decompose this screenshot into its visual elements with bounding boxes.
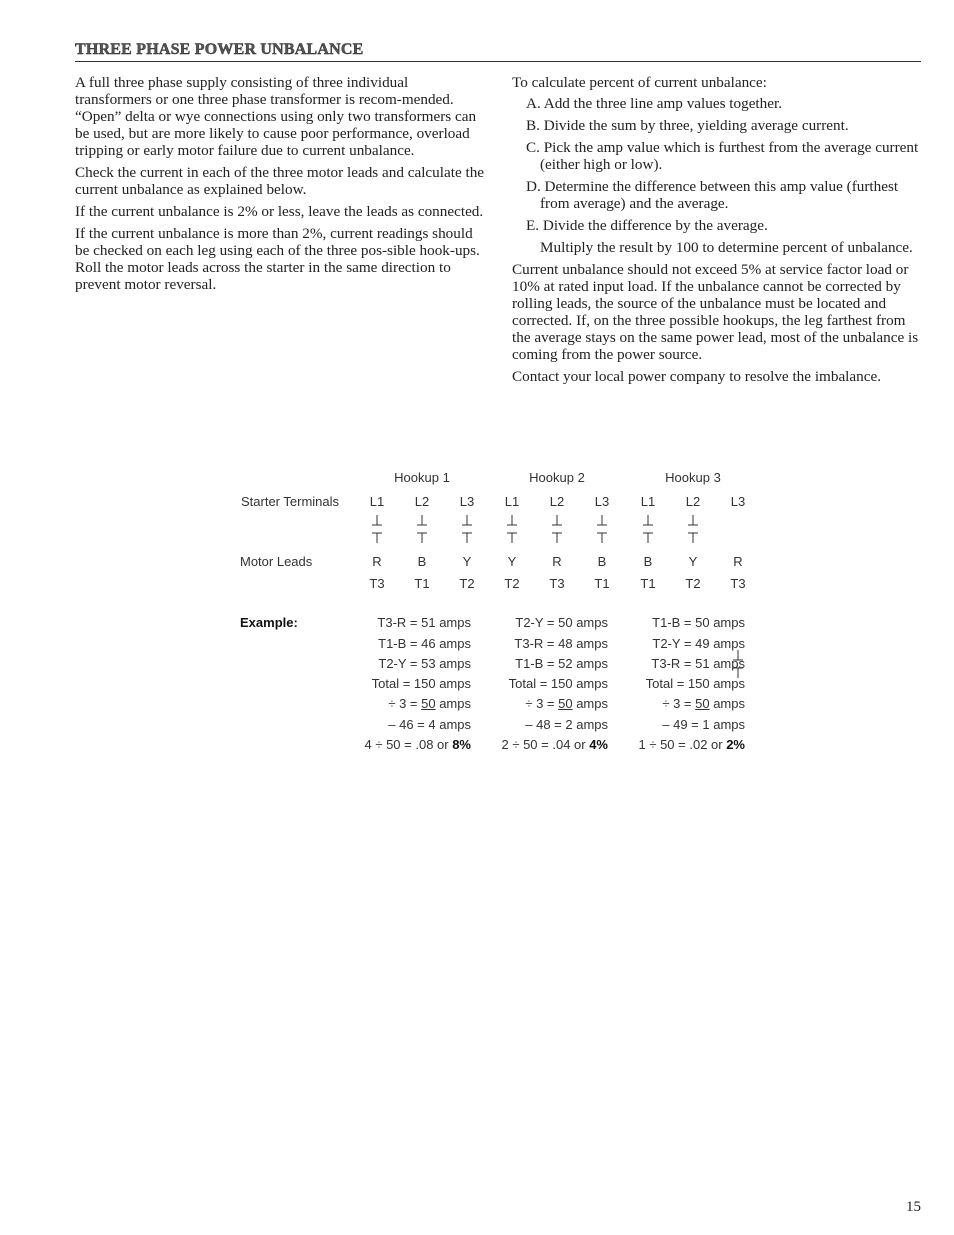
result-percent: 2% — [726, 737, 745, 752]
reading: T2-Y = 49 amps — [652, 636, 745, 651]
paragraph: If the current unbalance is more than 2%, current readings should be checked on each leg using each of the three pos-sible hook-ups. Roll the motor leads across the starter in the same direction to prevent motor reversal. — [75, 225, 480, 293]
connector-icon — [643, 515, 653, 543]
connector-icon — [417, 515, 427, 543]
calc-steps — [526, 95, 922, 256]
paragraph: If the current unbalance is 2% or less, leave the leads as connected. — [75, 203, 484, 220]
paragraph: Contact your local power company to resolve the imbalance. — [512, 368, 882, 385]
reading: T1-B = 50 amps — [652, 615, 745, 630]
page-number: 15 — [906, 1199, 921, 1215]
motor-lead: B — [417, 554, 427, 569]
connector-icon — [372, 515, 382, 543]
motor-lead: R — [733, 554, 743, 569]
paragraph: Current unbalance should not exceed 5% at service factor load or 10% at rated input load. If the unbalance cannot be corrected by rolling leads, the source of the unbalance must be located and corrected. If, on the three possible hookups, the leg farthest from the average stays on the same power lead, most of the unbalance is coming from the power source. — [512, 261, 919, 363]
paragraph: A full three phase supply consisting of three individual transformers or one three phase transformer is recom-mended. “Open” delta or wye connections using only two transformers can be used, but are more likely to cause poor performance, overload tripping or early motor failure due to current unbalance. — [75, 74, 477, 159]
motor-lead: Y — [688, 554, 698, 569]
difference: – 49 = 1 amps — [662, 717, 745, 732]
left-column — [75, 74, 485, 298]
motor-terminal: T3 — [730, 576, 746, 591]
average: ÷ 3 = 50 amps — [388, 696, 471, 711]
motor-terminal: T1 — [414, 576, 430, 591]
row-label-example: Example: — [240, 615, 298, 630]
calc-step-extra: Multiply the result by 100 to determine percent of unbalance. — [540, 239, 913, 256]
motor-terminal: T1 — [640, 576, 656, 591]
total: Total = 150 amps — [508, 676, 608, 691]
starter-terminal: L1 — [504, 494, 520, 509]
hookup-title: Hookup 2 — [529, 470, 585, 485]
connector-icon — [507, 515, 517, 543]
motor-lead: Y — [462, 554, 472, 569]
motor-lead: B — [597, 554, 607, 569]
motor-lead: Y — [507, 554, 517, 569]
average: ÷ 3 = 50 amps — [662, 696, 745, 711]
result-percent: 8% — [452, 737, 471, 752]
connector-icon — [462, 515, 472, 543]
difference: – 48 = 2 amps — [525, 717, 608, 732]
result: 4 ÷ 50 = .08 or 8% — [364, 737, 471, 752]
motor-terminal: T3 — [549, 576, 565, 591]
average: ÷ 3 = 50 amps — [525, 696, 608, 711]
row-label-motor: Motor Leads — [240, 554, 313, 569]
connector-icon — [552, 515, 562, 543]
reading: T2-Y = 50 amps — [515, 615, 608, 630]
difference: – 46 = 4 amps — [388, 717, 471, 732]
motor-terminal: T1 — [594, 576, 610, 591]
starter-terminal: L2 — [549, 494, 565, 509]
calc-step: C. Pick the amp value which is furthest from the average current (either high or low). — [526, 139, 919, 173]
reading: T2-Y = 53 amps — [378, 656, 471, 671]
hookup-title: Hookup 3 — [665, 470, 721, 485]
starter-terminal: L3 — [459, 494, 475, 509]
starter-terminal: L1 — [369, 494, 385, 509]
starter-terminal: L2 — [685, 494, 701, 509]
motor-terminal: T2 — [685, 576, 701, 591]
motor-lead: R — [372, 554, 382, 569]
calc-step: E. Divide the difference by the average. — [526, 217, 768, 234]
right-column — [512, 74, 922, 390]
motor-terminal: T3 — [369, 576, 385, 591]
section-title: THREE PHASE POWER UNBALANCE — [75, 41, 364, 58]
calc-step: B. Divide the sum by three, yielding average current. — [526, 117, 849, 134]
result-percent: 4% — [589, 737, 608, 752]
result: 1 ÷ 50 = .02 or 2% — [638, 737, 745, 752]
calc-step: A. Add the three line amp values together. — [526, 95, 783, 112]
reading: T1-B = 52 amps — [515, 656, 608, 671]
result: 2 ÷ 50 = .04 or 4% — [501, 737, 608, 752]
starter-terminal: L3 — [594, 494, 610, 509]
connector-icon — [597, 515, 607, 543]
starter-terminal: L3 — [730, 494, 746, 509]
connector-icon — [688, 515, 698, 543]
reading: T3-R = 48 amps — [514, 636, 608, 651]
motor-lead: R — [552, 554, 562, 569]
total: Total = 150 amps — [645, 676, 745, 691]
row-label-starter: Starter Terminals — [241, 494, 340, 509]
motor-terminal: T2 — [459, 576, 475, 591]
reading: T1-B = 46 amps — [378, 636, 471, 651]
total: Total = 150 amps — [371, 676, 471, 691]
starter-terminal: L1 — [640, 494, 656, 509]
calc-step: D. Determine the difference between this amp value (furthest from average) and the average. — [526, 178, 899, 212]
calc-intro: To calculate percent of current unbalance: — [512, 74, 767, 91]
reading: T3-R = 51 amps — [377, 615, 471, 630]
motor-lead: B — [643, 554, 653, 569]
section-header — [75, 40, 921, 62]
reading: T3-R = 51 amps — [651, 656, 745, 671]
paragraph: Check the current in each of the three motor leads and calculate the current unbalance as explained below. — [75, 164, 485, 198]
starter-terminal: L2 — [414, 494, 430, 509]
motor-terminal: T2 — [504, 576, 520, 591]
hookup-title: Hookup 1 — [394, 470, 450, 485]
